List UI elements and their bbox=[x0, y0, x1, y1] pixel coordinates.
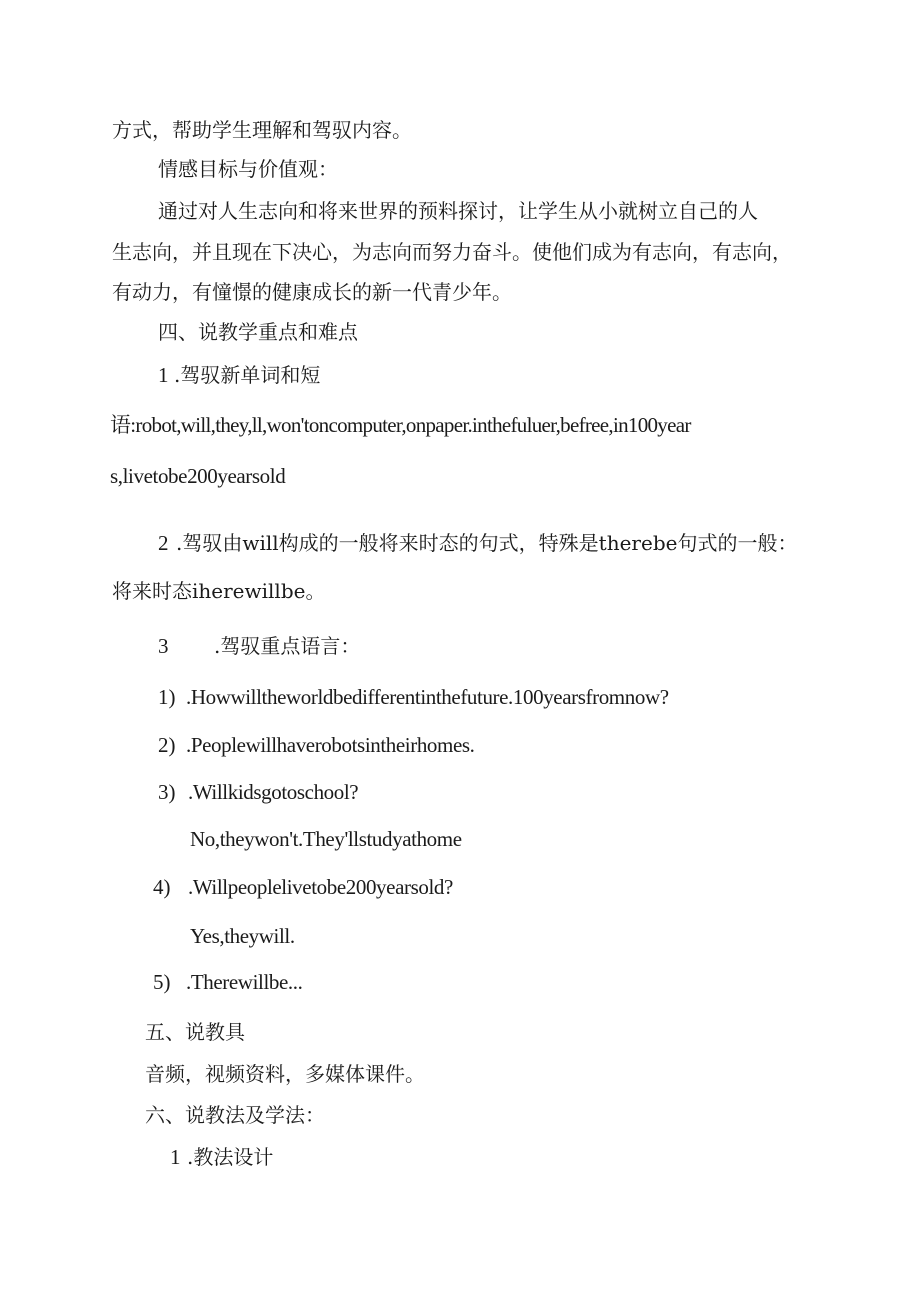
section-5-text: 音频，视频资料，多媒体课件。 bbox=[145, 1062, 425, 1086]
sentence-text: .Peoplewillhaverobotsintheirhomes. bbox=[186, 733, 475, 757]
sentence-text: .Willpeoplelivetobe200yearsold? bbox=[188, 875, 453, 899]
sentence-text: Yes,theywill. bbox=[190, 924, 295, 948]
item-text: 将来时态iherewillbe。 bbox=[112, 579, 326, 603]
sentence-number: 2) bbox=[158, 733, 176, 757]
section-6-heading: 六、说教法及学法： bbox=[145, 1103, 325, 1127]
sub-item-text: .教法设计 bbox=[187, 1145, 274, 1169]
sentence-text: .Willkidsgotoschool? bbox=[188, 780, 359, 804]
sentence-text: No,theywon't.They'llstudyathome bbox=[190, 827, 462, 851]
paragraph-line: 有动力，有憧憬的健康成长的新一代青少年。 bbox=[112, 280, 512, 304]
paragraph-line: 生志向，并且现在下决心，为志向而努力奋斗。使他们成为有志向，有志向， bbox=[112, 240, 792, 264]
sentence-text: .Howwilltheworldbedifferentinthefuture.100yearsfromnow? bbox=[186, 685, 669, 709]
section-4-heading: 四、说教学重点和难点 bbox=[158, 320, 358, 344]
affective-heading: 情感目标与价值观： bbox=[158, 157, 338, 181]
sentence-number: 3) bbox=[158, 780, 176, 804]
item-number: 1 bbox=[158, 363, 169, 387]
item-text: .驾驭重点语言： bbox=[214, 634, 361, 658]
paragraph-line: 通过对人生志向和将来世界的预料探讨，让学生从小就树立自己的人 bbox=[158, 199, 758, 223]
section-5-heading: 五、说教具 bbox=[145, 1020, 245, 1044]
vocab-line: s,livetobe200yearsold bbox=[110, 464, 286, 488]
item-text: .驾驭由will构成的一般将来时态的句式，特殊是therebe句式的一般： bbox=[176, 531, 798, 555]
item-number: 2 bbox=[158, 531, 169, 555]
sentence-number: 5) bbox=[153, 970, 171, 994]
sub-item-number: 1 bbox=[170, 1145, 181, 1169]
item-number: 3 bbox=[158, 634, 169, 658]
sentence-number: 4) bbox=[153, 875, 171, 899]
vocab-line: 语:robot,will,they,ll,won'toncomputer,onpaper.inthefuluer,befree,in100year bbox=[110, 413, 691, 437]
item-text: .驾驭新单词和短 bbox=[174, 363, 321, 387]
sentence-number: 1) bbox=[158, 685, 176, 709]
text-line: 方式，帮助学生理解和驾驭内容。 bbox=[112, 118, 412, 142]
sentence-text: .Therewillbe... bbox=[186, 970, 303, 994]
